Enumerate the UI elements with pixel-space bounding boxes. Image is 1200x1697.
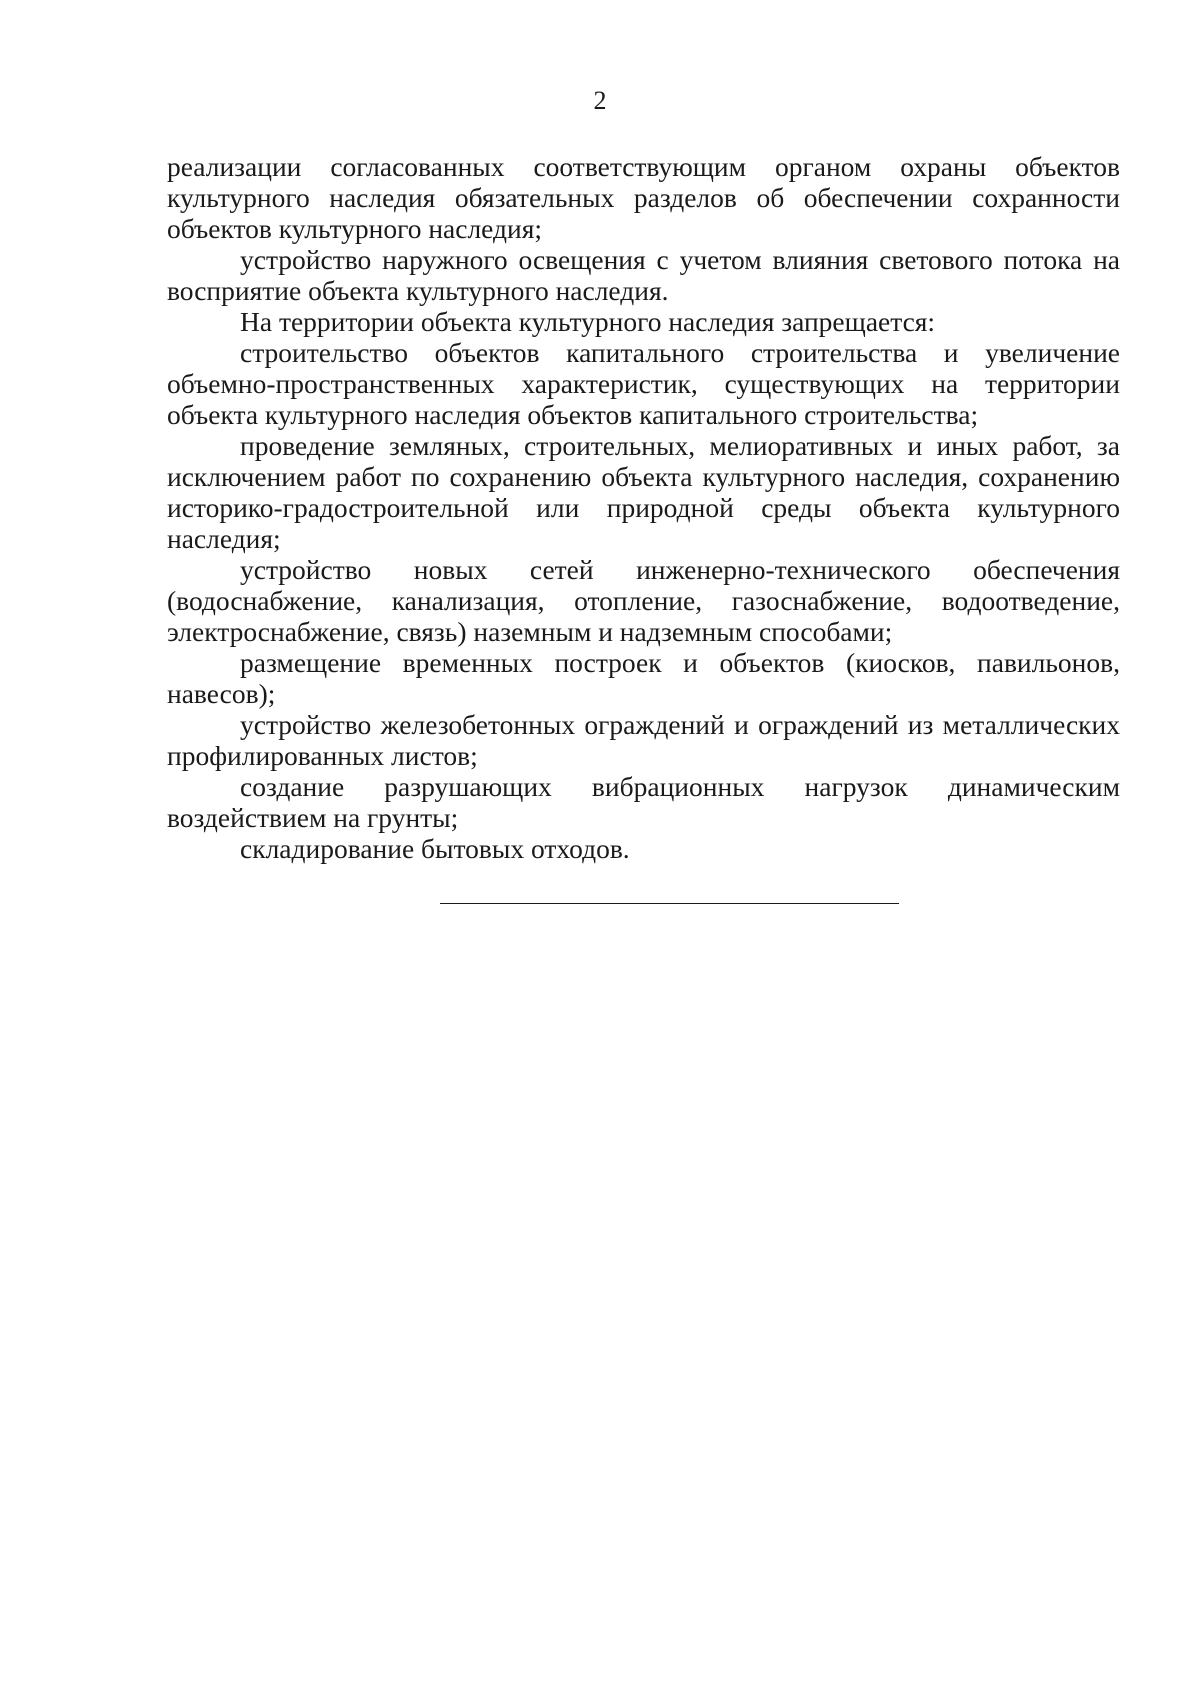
paragraph-fences: устройство железобетонных ограждений и ограждений из металлических профилированных листов; [167, 709, 1120, 771]
paragraph-outdoor-lighting: устройство наружного освещения с учетом влияния светового потока на восприятие объекта культурного наследия. [167, 244, 1120, 306]
page-number: 2 [593, 86, 607, 115]
paragraph-vibration-loads: создание разрушающих вибрационных нагрузок динамическим воздействием на грунты; [167, 771, 1120, 833]
paragraph-engineering-networks: устройство новых сетей инженерно-технического обеспечения (водоснабжение, канализация, отопление, газоснабжение, водоотведение, электроснабжение, связь) наземным и надземным способами; [167, 554, 1120, 647]
paragraph-continuation: реализации согласованных соответствующим органом охраны объектов культурного наследия обязательных разделов об обеспечении сохранности объектов культурного наследия; [167, 151, 1120, 244]
paragraph-prohibitions-heading: На территории объекта культурного наследия запрещается: [240, 306, 936, 337]
document-body [167, 151, 1120, 864]
paragraph-temporary-structures: размещение временных построек и объектов (киосков, павильонов, навесов); [167, 647, 1120, 709]
paragraph-capital-construction: строительство объектов капитального строительства и увеличение объемно-пространственных характеристик, существующих на территории объекта культурного наследия объектов капитального строительства; [167, 337, 1120, 430]
end-of-text-rule [440, 903, 899, 904]
paragraph-earthworks: проведение земляных, строительных, мелиоративных и иных работ, за исключением работ по сохранению объекта культурного наследия, сохранению историко-градостроительной или природной среды объекта культурного наследия; [167, 430, 1120, 554]
paragraph-waste-storage: складирование бытовых отходов. [240, 833, 630, 864]
